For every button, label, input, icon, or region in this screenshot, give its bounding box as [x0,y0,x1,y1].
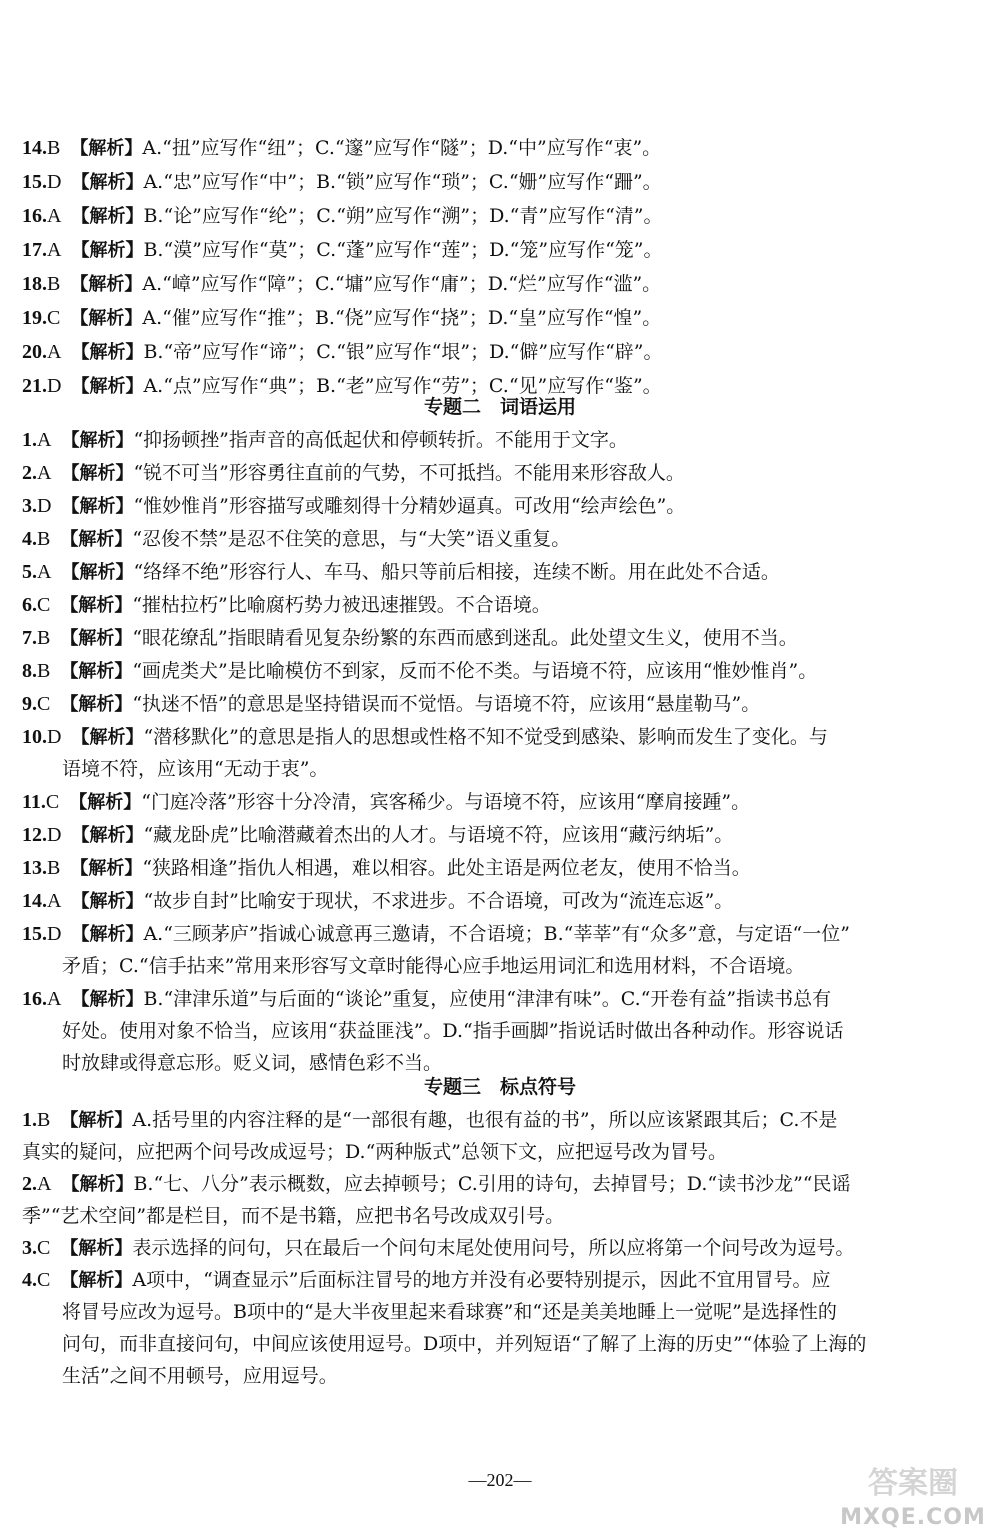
analysis-text: A.“催”应写作“推”；B.“侥”应写作“挠”；D.“皇”应写作“惶”。 [142,307,662,329]
question-number: 1. [22,1109,37,1131]
question-number: 8. [22,660,37,682]
question-number: 4. [22,1269,37,1291]
analysis-tag: 【解析】 [60,694,133,715]
analysis-text: “画虎类犬”是比喻模仿不到家，反而不伦不类。与语境不符，应该用“惟妙惟肖”。 [132,660,818,682]
analysis-tag: 【解析】 [71,172,144,193]
question-number: 15. [22,923,47,945]
analysis-continuation: 矛盾；C.“信手拈来”常用来形容写文章时能得心应手地运用词汇和选用材料，不合语境。 [62,955,805,977]
answer-letter: B [47,857,61,879]
answer-item [22,922,850,947]
question-number: 17. [22,239,47,261]
question-number: 3. [22,1237,37,1259]
question-number: 21. [22,375,47,397]
analysis-tag: 【解析】 [60,595,133,616]
analysis-tag: 【解析】 [70,308,143,329]
question-number: 14. [22,890,47,912]
page-number: —202— [468,1470,532,1490]
answer-item [22,790,750,815]
analysis-tag: 【解析】 [70,274,143,295]
analysis-tag: 【解析】 [71,376,144,397]
analysis-tag: 【解析】 [61,562,134,583]
question-number: 7. [22,627,37,649]
analysis-tag: 【解析】 [60,1110,133,1131]
analysis-text: A.“三顾茅庐”指诚心诚意再三邀请，不合语境；B.“莘莘”有“众多”意，与定语“一位” [143,923,850,945]
analysis-tag: 【解析】 [71,206,144,227]
answer-item [22,238,663,263]
answer-letter: B [37,660,51,682]
question-number: 1. [22,429,37,451]
analysis-tag: 【解析】 [60,628,133,649]
analysis-continuation: 时放肆或得意忘形。贬义词，感情色彩不当。 [62,1052,443,1074]
answer-letter: D [37,495,52,517]
analysis-text: “络绎不绝”形容行人、车马、船只等前后相接，连续不断。用在此处不合适。 [133,561,780,583]
analysis-text: “门庭冷落”形容十分冷清，宾客稀少。与语境不符，应该用“摩肩接踵”。 [141,791,751,813]
question-number: 6. [22,594,37,616]
analysis-text: “摧枯拉朽”比喻腐朽势力被迅速摧毁。不合语境。 [132,594,551,616]
analysis-text: A.“嶂”应写作“障”；C.“墉”应写作“庸”；D.“烂”应写作“滥”。 [142,273,662,295]
analysis-text: 表示选择的问句，只在最后一个问句末尾处使用问号，所以应将第一个问号改为逗号。 [132,1237,855,1259]
section-heading: 专题三 标点符号 [423,1076,576,1098]
question-number: 20. [22,341,47,363]
answer-item [22,136,661,161]
analysis-tag: 【解析】 [71,891,144,912]
answer-item [22,494,685,519]
question-number: 13. [22,857,47,879]
answer-item [22,204,663,229]
watermark [838,1458,988,1530]
answer-item [22,659,817,684]
analysis-text: B.“七、八分”表示概数，应去掉顿号；C.引用的诗句，去掉冒号；D.“读书沙龙”“民谣 [133,1173,851,1195]
analysis-text: “眼花缭乱”指眼睛看见复杂纷繁的东西而感到迷乱。此处望文生义，使用不当。 [132,627,798,649]
answer-item [22,461,685,486]
answer-item [22,1172,851,1197]
question-number: 10. [22,726,47,748]
analysis-tag: 【解析】 [71,924,144,945]
analysis-text: “藏龙卧虎”比喻潜藏着杰出的人才。与语境不符，应该用“藏污纳垢”。 [143,824,734,846]
answer-item [22,987,831,1012]
analysis-tag: 【解析】 [71,989,144,1010]
answer-item [22,1108,837,1133]
analysis-continuation: 好处。使用对象不恰当，应该用“获益匪浅”。D.“指手画脚”指说话时做出各种动作。形容说话 [62,1020,844,1042]
analysis-text: “惟妙惟肖”形容描写或雕刻得十分精妙逼真。可改用“绘声绘色”。 [133,495,686,517]
answer-letter: D [47,923,62,945]
answer-letter: D [47,824,62,846]
analysis-tag: 【解析】 [61,1174,134,1195]
analysis-text: A.“忠”应写作“中”；B.“锁”应写作“琐”；C.“姗”应写作“跚”。 [143,171,662,193]
answer-item [22,626,798,651]
analysis-tag: 【解析】 [60,661,133,682]
analysis-text: B.“帝”应写作“谛”；C.“银”应写作“垠”；D.“僻”应写作“辟”。 [143,341,663,363]
question-number: 12. [22,824,47,846]
analysis-continuation: 语境不符，应该用“无动于衷”。 [62,758,329,780]
answer-letter: A [37,561,52,583]
analysis-tag: 【解析】 [71,342,144,363]
answer-letter: B [37,627,51,649]
answer-item [22,527,570,552]
analysis-text: “狭路相逢”指仇人相遇，难以相容。此处主语是两位老友，使用不恰当。 [142,857,751,879]
answer-letter: A [37,429,52,451]
answer-letter: C [45,791,60,813]
answer-item [22,1236,854,1261]
question-number: 11. [22,791,46,813]
answer-letter: D [47,171,62,193]
analysis-text: A.括号里的内容注释的是“一部很有趣，也很有益的书”，所以应该紧跟其后；C.不是 [132,1109,838,1131]
answer-item [22,428,628,453]
analysis-text: A.“点”应写作“典”；B.“老”应写作“劳”；C.“见”应写作“鉴”。 [143,375,662,397]
analysis-text: B.“论”应写作“纶”；C.“朔”应写作“溯”；D.“青”应写作“清”。 [143,205,663,227]
answer-item [22,725,828,750]
question-number: 9. [22,693,37,715]
watermark-logo: 答案圈 [868,1466,958,1501]
answer-letter: C [37,594,51,616]
answer-letter: B [47,273,61,295]
answer-item [22,823,733,848]
answer-letter: C [37,1269,51,1291]
analysis-tag: 【解析】 [61,463,134,484]
answer-item [22,593,551,618]
question-number: 18. [22,273,47,295]
analysis-tag: 【解析】 [71,825,144,846]
answer-item [22,1268,831,1293]
answer-letter: D [47,375,62,397]
answer-letter: A [37,1173,52,1195]
analysis-text: B.“漠”应写作“莫”；C.“蓬”应写作“莲”；D.“笼”应写作“笼”。 [143,239,663,261]
watermark-url: MXQE.COM [840,1505,986,1530]
analysis-tag: 【解析】 [60,1270,133,1291]
question-number: 5. [22,561,37,583]
question-number: 15. [22,171,47,193]
analysis-continuation: 季”“艺术空间”都是栏目，而不是书籍，应把书名号改成双引号。 [22,1205,565,1227]
analysis-text: “故步自封”比喻安于现状，不求进步。不合语境，可改为“流连忘返”。 [143,890,734,912]
answer-item [22,560,780,585]
analysis-tag: 【解析】 [61,430,134,451]
answer-letter: A [47,890,62,912]
analysis-continuation: 生活”之间不用顿号，应用逗号。 [62,1365,338,1387]
question-number: 4. [22,528,37,550]
analysis-text: “锐不可当”形容勇往直前的气势，不可抵挡。不能用来形容敌人。 [133,462,685,484]
answer-letter: A [37,462,52,484]
answer-item [22,306,661,331]
analysis-tag: 【解析】 [60,529,133,550]
answer-letter: B [47,137,61,159]
answer-letter: C [37,1237,51,1259]
analysis-text: B.“津津乐道”与后面的“谈论”重复，应使用“津津有味”。C.“开卷有益”指读书总有 [143,988,832,1010]
analysis-continuation: 问句，而非直接问句，中间应该使用逗号。D项中，并列短语“了解了上海的历史”“体验了上海的 [62,1333,867,1355]
analysis-continuation: 将冒号应改为逗号。B项中的“是大半夜里起来看球赛”和“还是美美地睡上一觉呢”是选择性的 [62,1301,837,1323]
analysis-continuation: 真实的疑问，应把两个问号改成逗号；D.“两种版式”总领下文，应把逗号改为冒号。 [22,1141,728,1163]
question-number: 19. [22,307,47,329]
answer-item [22,856,751,881]
question-number: 14. [22,137,47,159]
answer-letter: A [47,988,62,1010]
analysis-tag: 【解析】 [71,727,144,748]
analysis-tag: 【解析】 [69,792,142,813]
answer-letter: C [37,693,51,715]
answer-letter: A [47,341,62,363]
answer-item [22,889,733,914]
section-heading: 专题二 词语运用 [423,396,576,418]
analysis-tag: 【解析】 [60,1238,133,1259]
analysis-tag: 【解析】 [70,138,143,159]
answer-item [22,272,661,297]
question-number: 3. [22,495,37,517]
analysis-text: “抑扬顿挫”指声音的高低起伏和停顿转折。不能用于文字。 [133,429,628,451]
analysis-tag: 【解析】 [61,496,134,517]
answer-letter: D [47,726,62,748]
analysis-text: A项中，“调查显示”后面标注冒号的地方并没有必要特别提示，因此不宜用冒号。应 [132,1269,831,1291]
answer-item [22,692,760,717]
analysis-text: “潜移默化”的意思是指人的思想或性格不知不觉受到感染、影响而发生了变化。与 [143,726,828,748]
answer-item [22,340,663,365]
answer-letter: A [47,205,62,227]
question-number: 2. [22,462,37,484]
question-number: 16. [22,205,47,227]
analysis-tag: 【解析】 [70,858,143,879]
answer-letter: B [37,528,51,550]
answer-letter: B [37,1109,51,1131]
analysis-tag: 【解析】 [71,240,144,261]
answer-item [22,170,662,195]
analysis-text: “执迷不悟”的意思是坚持错误而不觉悟。与语境不符，应该用“悬崖勒马”。 [132,693,761,715]
analysis-text: “忍俊不禁”是忍不住笑的意思，与“大笑”语义重复。 [132,528,571,550]
answer-letter: A [47,239,62,261]
question-number: 16. [22,988,47,1010]
answer-letter: C [47,307,61,329]
analysis-text: A.“扭”应写作“纽”；C.“邃”应写作“隧”；D.“中”应写作“衷”。 [142,137,662,159]
question-number: 2. [22,1173,37,1195]
